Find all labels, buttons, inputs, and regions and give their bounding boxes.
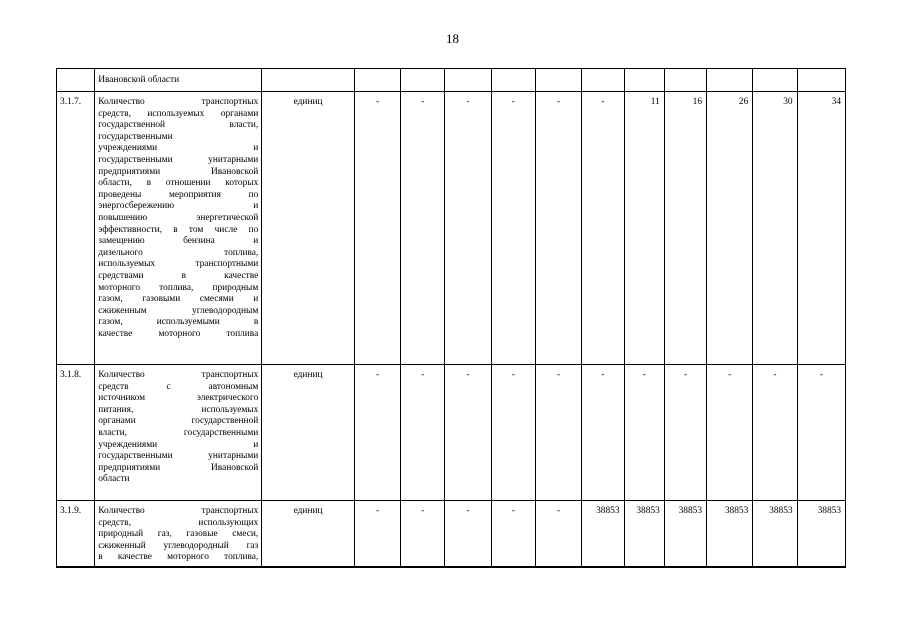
row-name-line: государственными унитарными	[98, 154, 259, 165]
row-name-line: эффективности, в том числе по	[98, 224, 259, 235]
row-value: -	[753, 365, 797, 501]
row-unit: единиц	[262, 365, 355, 501]
value-cell	[445, 69, 491, 92]
row-value: -	[491, 92, 535, 365]
value-cell	[535, 69, 581, 92]
row-value: 38853	[624, 501, 664, 568]
value-cell	[664, 69, 706, 92]
row-value: -	[535, 92, 581, 365]
code-cell	[57, 69, 95, 92]
unit-cell	[262, 69, 355, 92]
row-name	[95, 92, 262, 365]
row-name-line: замещению бензина и	[98, 236, 259, 247]
row-name-line: дизельного топлива,	[98, 247, 259, 258]
row-name-line: проведены мероприятия по	[98, 189, 259, 200]
row-name	[95, 365, 262, 501]
row-value: 16	[664, 92, 706, 365]
row-name-line: средств с автономным	[98, 381, 259, 392]
row-value: 38853	[707, 501, 753, 568]
row-code: 3.1.9.	[57, 501, 95, 568]
row-value: 38853	[664, 501, 706, 568]
value-cell	[797, 69, 845, 92]
table-row	[57, 365, 846, 501]
value-cell	[753, 69, 797, 92]
value-cell	[354, 69, 400, 92]
row-name-line: учреждениями и	[98, 439, 259, 450]
row-name-line: газом, используемыми в	[98, 317, 259, 328]
row-value: -	[445, 365, 491, 501]
row-name-line: органами государственной	[98, 416, 259, 427]
row-value: -	[401, 92, 445, 365]
row-value: -	[535, 501, 581, 568]
row-name-line: власти, государственными	[98, 427, 259, 438]
row-name-line: области	[98, 474, 130, 485]
value-cell	[707, 69, 753, 92]
row-name-line: средств, используемых органами	[98, 108, 259, 119]
row-value: -	[707, 365, 753, 501]
row-name-line: средствами в качестве	[98, 270, 259, 281]
row-name-line: источником электрического	[98, 393, 259, 404]
row-name-line: сжиженный углеводородный газ	[98, 540, 259, 551]
row-value: 34	[797, 92, 845, 365]
row-value: -	[445, 92, 491, 365]
row-value: -	[401, 365, 445, 501]
row-name-line: энергосбережению и	[98, 201, 259, 212]
row-name-line: природный газ, газовые смеси,	[98, 529, 259, 540]
table-row-continuation	[57, 69, 846, 92]
row-value: 38853	[582, 501, 624, 568]
row-value: -	[491, 365, 535, 501]
row-value: 30	[753, 92, 797, 365]
row-value: -	[354, 92, 400, 365]
row-value: 38853	[797, 501, 845, 568]
row-name-line: повышению энергетической	[98, 212, 259, 223]
row-value: 38853	[753, 501, 797, 568]
name-cell: Ивановской области	[95, 69, 262, 92]
row-value: -	[582, 92, 624, 365]
row-name-line: государственной власти,	[98, 120, 259, 131]
row-value: -	[535, 365, 581, 501]
row-value: -	[401, 501, 445, 568]
row-value: 11	[624, 92, 664, 365]
row-value: -	[354, 365, 400, 501]
row-name-line: используемых транспортными	[98, 259, 259, 270]
row-unit: единиц	[262, 501, 355, 568]
row-value: -	[445, 501, 491, 568]
row-value: -	[491, 501, 535, 568]
row-value: -	[354, 501, 400, 568]
row-name-line: газом, газовыми смесями и	[98, 294, 259, 305]
row-name-line: предприятиями Ивановской	[98, 166, 259, 177]
row-unit: единиц	[262, 92, 355, 365]
row-value: -	[624, 365, 664, 501]
row-value: -	[797, 365, 845, 501]
row-name-line: Количество транспортных	[98, 370, 259, 380]
row-name-line: Количество транспортных	[98, 97, 259, 107]
row-name-line: области, в отношении которых	[98, 178, 259, 189]
row-value: 26	[707, 92, 753, 365]
page-number: 18	[446, 31, 459, 46]
row-name-line: предприятиями Ивановской	[98, 462, 259, 473]
row-name-line: в качестве моторного топлива,	[98, 552, 259, 563]
row-name-line: Количество транспортных	[98, 506, 259, 516]
row-name-line: государственными	[98, 131, 173, 142]
row-name-line: средств, использующих	[98, 517, 259, 528]
row-name-line: сжиженным углеводородным	[98, 305, 259, 316]
row-code: 3.1.8.	[57, 365, 95, 501]
row-value: -	[664, 365, 706, 501]
row-name-line: государственными унитарными	[98, 451, 259, 462]
row-code: 3.1.7.	[57, 92, 95, 365]
table-row	[57, 501, 846, 568]
row-name	[95, 501, 262, 568]
value-cell	[401, 69, 445, 92]
indicators-table	[56, 68, 846, 568]
value-cell	[491, 69, 535, 92]
row-name-line: качестве моторного топлива	[98, 328, 259, 339]
row-name-line: моторного топлива, природным	[98, 282, 259, 293]
row-name-line: учреждениями и	[98, 143, 259, 154]
value-cell	[582, 69, 624, 92]
row-name-line: питания, используемых	[98, 404, 259, 415]
value-cell	[624, 69, 664, 92]
row-value: -	[582, 365, 624, 501]
table-row	[57, 92, 846, 365]
